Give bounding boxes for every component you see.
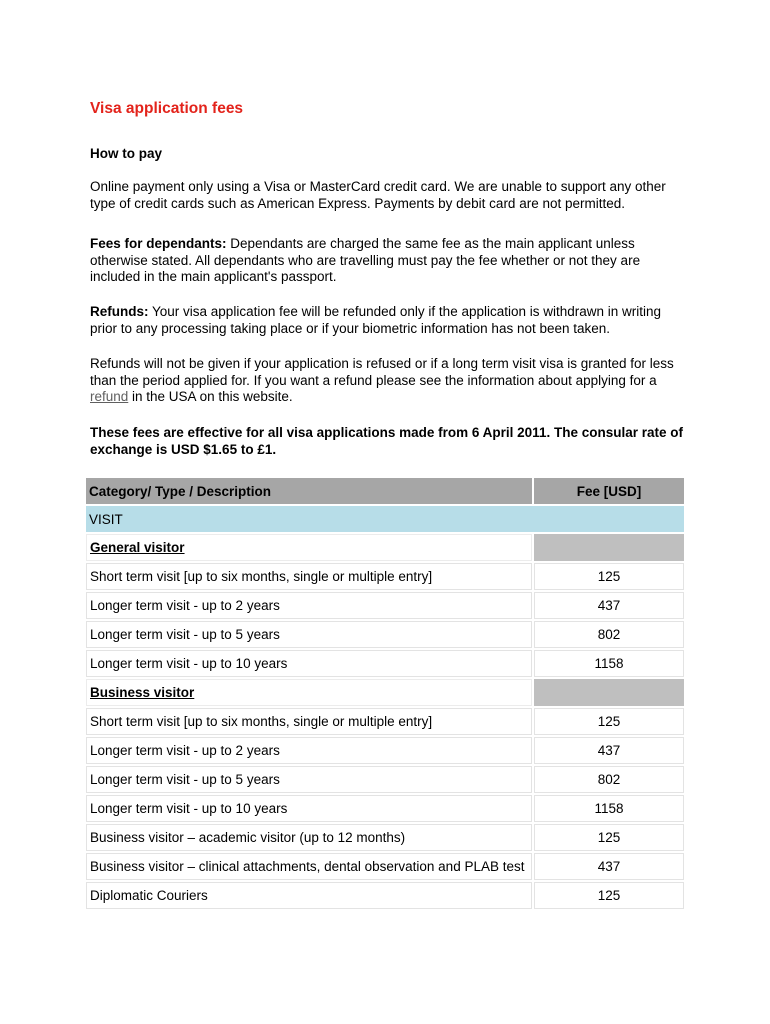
row-fee: 1158 bbox=[534, 795, 684, 822]
effective-date-paragraph: These fees are effective for all visa applications made from 6 April 2011. The consular rate of exchange is USD $1.65 to £1. bbox=[90, 425, 683, 457]
table-row bbox=[86, 766, 684, 793]
subheader-general-visitor bbox=[86, 534, 684, 561]
refunds-text: Your visa application fee will be refunded only if the application is withdrawn in writing prior to any processing taking place or if your biometric information has not been taken. bbox=[90, 304, 662, 336]
row-description: Short term visit [up to six months, single or multiple entry] bbox=[86, 563, 532, 590]
table-row bbox=[86, 824, 684, 851]
table-row bbox=[86, 592, 684, 619]
row-description: Longer term visit - up to 5 years bbox=[86, 621, 532, 648]
row-fee: 125 bbox=[534, 824, 684, 851]
row-fee: 1158 bbox=[534, 650, 684, 677]
fees-table bbox=[84, 476, 686, 911]
payment-paragraph: Online payment only using a Visa or MasterCard credit card. We are unable to support any other type of credit cards such as American Express. Payments by debit card are not permitted. bbox=[90, 179, 666, 211]
table-row bbox=[86, 882, 684, 909]
dependants-paragraph bbox=[90, 236, 690, 286]
refunds-label: Refunds: bbox=[90, 304, 149, 319]
table-row bbox=[86, 795, 684, 822]
row-fee: 802 bbox=[534, 766, 684, 793]
row-fee: 802 bbox=[534, 621, 684, 648]
subheader-label: Business visitor bbox=[86, 679, 532, 706]
table-row bbox=[86, 708, 684, 735]
subheader-business-visitor bbox=[86, 679, 684, 706]
row-description: Longer term visit - up to 5 years bbox=[86, 766, 532, 793]
subheader-label: General visitor bbox=[86, 534, 532, 561]
row-fee: 125 bbox=[534, 708, 684, 735]
row-fee: 125 bbox=[534, 882, 684, 909]
section-row-visit bbox=[86, 506, 684, 532]
row-description: Short term visit [up to six months, single or multiple entry] bbox=[86, 708, 532, 735]
row-description: Longer term visit - up to 10 years bbox=[86, 650, 532, 677]
dependants-label: Fees for dependants: bbox=[90, 236, 227, 251]
row-description: Longer term visit - up to 10 years bbox=[86, 795, 532, 822]
table-row bbox=[86, 563, 684, 590]
row-description: Business visitor – clinical attachments, dental observation and PLAB test bbox=[86, 853, 532, 880]
dependants-text: Dependants are charged the same fee as the main applicant unless otherwise stated. All dependants who are travelling must pay the fee whether or not they are included in the main applicant's passport. bbox=[90, 236, 641, 284]
refund-policy-text-before: Refunds will not be given if your application is refused or if a long term visit visa is granted for less than the period applied for. If you want a refund please see the information about applying for a bbox=[90, 356, 674, 388]
table-row bbox=[86, 621, 684, 648]
row-fee: 437 bbox=[534, 737, 684, 764]
row-fee: 125 bbox=[534, 563, 684, 590]
header-category: Category/ Type / Description bbox=[86, 478, 532, 504]
row-fee: 437 bbox=[534, 853, 684, 880]
table-row bbox=[86, 650, 684, 677]
table-header-row bbox=[86, 478, 684, 504]
table-row bbox=[86, 853, 684, 880]
subheader-fee-cell bbox=[534, 679, 684, 706]
section-label: VISIT bbox=[86, 506, 684, 532]
row-description: Business visitor – academic visitor (up to 12 months) bbox=[86, 824, 532, 851]
row-description: Longer term visit - up to 2 years bbox=[86, 592, 532, 619]
table-row bbox=[86, 737, 684, 764]
how-to-pay-heading: How to pay bbox=[90, 146, 163, 161]
header-fee: Fee [USD] bbox=[534, 478, 684, 504]
refund-policy-paragraph bbox=[90, 356, 690, 406]
refund-link[interactable]: refund bbox=[90, 389, 129, 404]
row-description: Diplomatic Couriers bbox=[86, 882, 532, 909]
refunds-paragraph bbox=[90, 304, 690, 337]
refund-policy-text-after: in the USA on this website. bbox=[128, 389, 293, 404]
row-description: Longer term visit - up to 2 years bbox=[86, 737, 532, 764]
subheader-fee-cell bbox=[534, 534, 684, 561]
row-fee: 437 bbox=[534, 592, 684, 619]
page-title: Visa application fees bbox=[90, 100, 244, 117]
